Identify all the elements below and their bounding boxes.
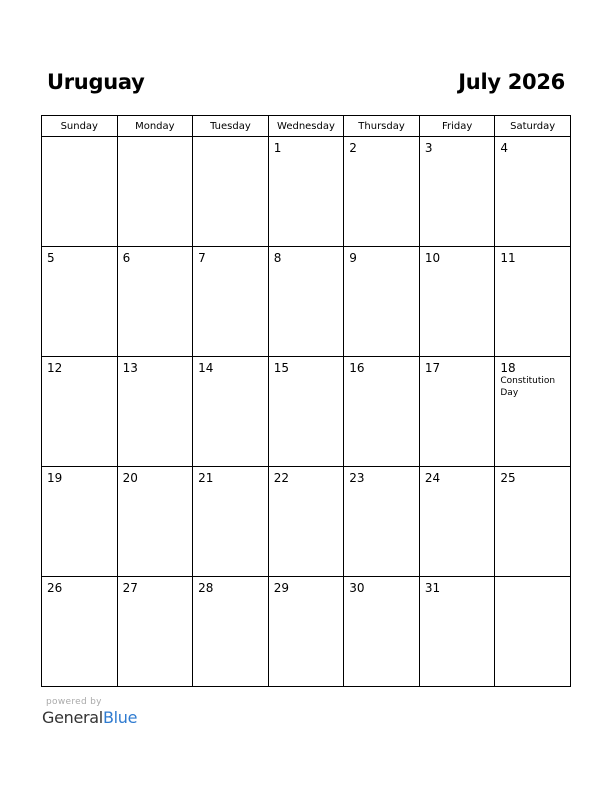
brand-logo	[42, 708, 137, 727]
week-row	[42, 357, 571, 467]
day-number	[118, 137, 193, 141]
weekday-sunday: Sunday	[42, 116, 118, 137]
calendar-grid	[41, 115, 571, 687]
day-cell	[193, 467, 269, 577]
day-cell	[419, 357, 495, 467]
day-cell	[344, 357, 420, 467]
day-cell	[42, 357, 118, 467]
month-title: July 2026	[458, 70, 565, 94]
day-cell	[268, 467, 344, 577]
day-number: 17	[424, 361, 441, 375]
day-number: 29	[273, 581, 289, 595]
day-number: 25	[500, 471, 516, 485]
day-cell	[419, 137, 495, 247]
day-cell	[117, 247, 193, 357]
day-number: 7	[198, 251, 206, 265]
day-number: 26	[47, 581, 63, 595]
day-number: 8	[273, 251, 282, 265]
day-number: 9	[349, 251, 357, 265]
day-number: 27	[122, 581, 138, 595]
day-number: 5	[47, 251, 55, 265]
day-number: 16	[349, 361, 365, 375]
day-cell	[117, 577, 193, 687]
day-cell	[117, 357, 193, 467]
day-cell	[42, 467, 118, 577]
week-row	[42, 247, 571, 357]
day-cell	[344, 247, 420, 357]
day-cell	[495, 467, 571, 577]
day-cell	[495, 247, 571, 357]
weekday-wednesday: Wednesday	[268, 116, 344, 137]
country-title: Uruguay	[47, 70, 145, 94]
weekday-monday: Monday	[117, 116, 193, 137]
day-number: 10	[424, 251, 441, 265]
brand-logo-general: General	[42, 708, 103, 727]
day-number: 23	[349, 471, 365, 485]
day-cell	[419, 467, 495, 577]
weekday-tuesday: Tuesday	[193, 116, 269, 137]
day-cell	[42, 577, 118, 687]
day-cell	[344, 467, 420, 577]
day-cell	[344, 577, 420, 687]
day-cell	[419, 577, 495, 687]
week-row	[42, 577, 571, 687]
day-number: 3	[424, 141, 433, 155]
week-row	[42, 467, 571, 577]
weekday-thursday: Thursday	[344, 116, 420, 137]
day-cell	[193, 247, 269, 357]
powered-by-text: powered by	[46, 697, 102, 707]
day-number: 12	[47, 361, 63, 375]
holiday-label: Constitution Day	[500, 376, 556, 398]
day-cell	[42, 137, 118, 247]
day-cell	[193, 577, 269, 687]
day-number: 24	[424, 471, 441, 485]
day-number	[42, 137, 117, 141]
day-number: 11	[500, 251, 516, 265]
day-cell	[117, 137, 193, 247]
day-number: 1	[273, 141, 282, 155]
day-cell	[268, 357, 344, 467]
weekday-header-row	[42, 116, 571, 137]
day-number: 4	[500, 141, 509, 155]
day-number: 31	[424, 581, 441, 595]
day-cell	[117, 467, 193, 577]
day-number: 15	[273, 361, 289, 375]
day-number	[193, 137, 268, 141]
brand-logo-blue: Blue	[102, 708, 138, 727]
day-number: 14	[198, 361, 214, 375]
day-number: 20	[122, 471, 138, 485]
day-cell	[344, 137, 420, 247]
weekday-saturday: Saturday	[495, 116, 571, 137]
day-number: 19	[47, 471, 63, 485]
day-cell	[268, 577, 344, 687]
week-row	[42, 137, 571, 247]
day-number: 22	[273, 471, 289, 485]
day-cell	[193, 357, 269, 467]
day-cell	[495, 357, 571, 467]
day-cell	[495, 577, 571, 687]
day-cell	[268, 137, 344, 247]
day-cell	[268, 247, 344, 357]
day-number	[495, 577, 570, 581]
weekday-friday: Friday	[419, 116, 495, 137]
day-cell	[42, 247, 118, 357]
day-cell	[495, 137, 571, 247]
day-number: 2	[349, 141, 357, 155]
day-cell	[419, 247, 495, 357]
day-number: 18	[500, 361, 516, 375]
day-number: 30	[349, 581, 365, 595]
day-number: 28	[198, 581, 214, 595]
day-number: 21	[198, 471, 214, 485]
day-cell	[193, 137, 269, 247]
day-number: 6	[122, 251, 131, 265]
day-number: 13	[122, 361, 138, 375]
